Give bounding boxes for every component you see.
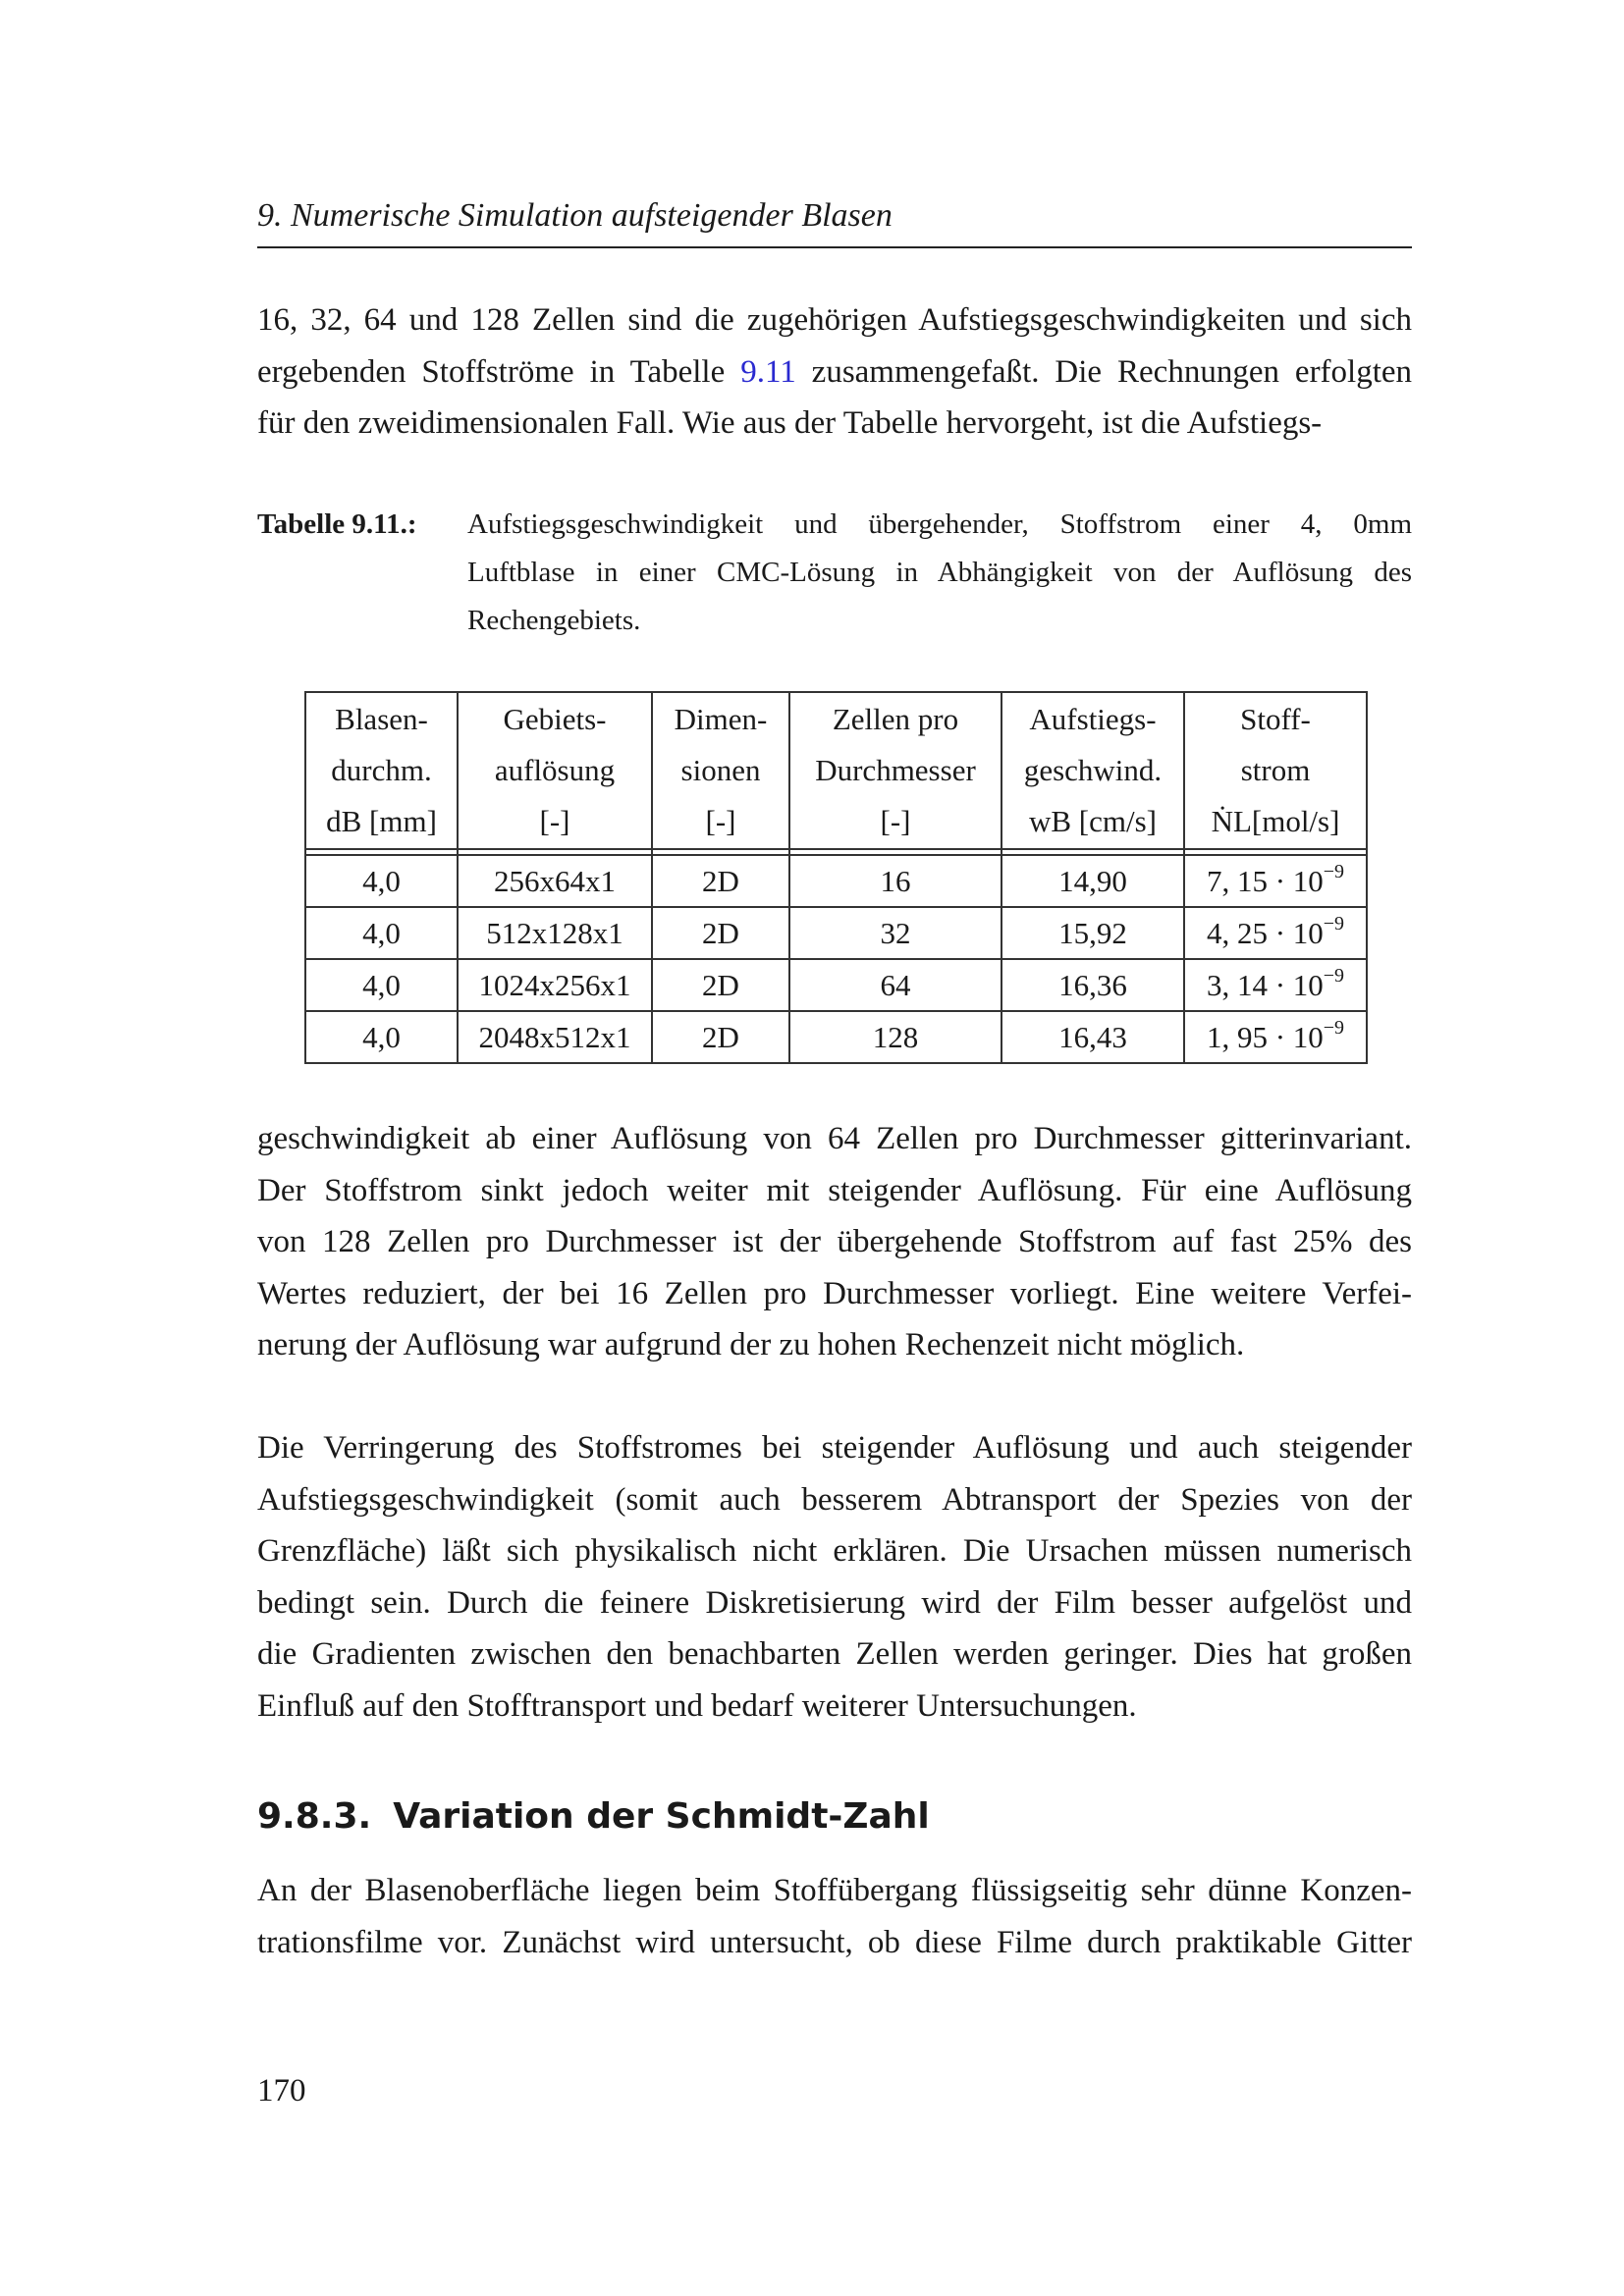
table-cell: 2D	[652, 907, 789, 959]
header-line: dB [mm]	[326, 804, 437, 838]
value-mantissa: 7, 15 · 10	[1206, 864, 1324, 898]
section-number: 9.8.3.	[257, 1796, 372, 1837]
header-line: auflösung	[494, 753, 616, 787]
text-line: An der Blasenoberfläche liegen beim Stoffübergang flüssigseitig sehr dünne Konzen-	[257, 1873, 1412, 1908]
table-cell: 16	[789, 855, 1001, 907]
header-line: [-]	[705, 804, 736, 838]
header-line: Stoff-	[1240, 702, 1311, 736]
header-cell	[305, 692, 458, 849]
caption-line: Rechengebiets.	[467, 605, 641, 636]
table-cell: 4,0	[305, 855, 458, 907]
table-cell: 16,43	[1001, 1011, 1184, 1063]
table-cell: 15,92	[1001, 907, 1184, 959]
header-cell	[789, 692, 1001, 849]
text-line: trationsfilme vor. Zunächst wird untersucht, ob diese Filme durch praktikable Gitter	[257, 1924, 1412, 1960]
table-cell: 4,0	[305, 1011, 458, 1063]
table-cell: 2048x512x1	[458, 1011, 652, 1063]
caption-text	[467, 501, 1412, 645]
table-cell: 2D	[652, 855, 789, 907]
table-cell: 16,36	[1001, 959, 1184, 1011]
value-exponent: −9	[1323, 861, 1345, 882]
text-line: nerung der Auflösung war aufgrund der zu hohen Rechenzeit nicht möglich.	[257, 1327, 1245, 1362]
table-cell	[1184, 855, 1367, 907]
header-cell	[1001, 692, 1184, 849]
text-line: von 128 Zellen pro Durchmesser ist der übergehende Stoffstrom auf fast 25% des	[257, 1224, 1412, 1259]
running-header: 9. Numerische Simulation aufsteigender Blasen	[257, 197, 893, 234]
value-mantissa: 1, 95 · 10	[1206, 1020, 1324, 1054]
value-mantissa: 3, 14 · 10	[1206, 968, 1324, 1002]
table-cell: 512x128x1	[458, 907, 652, 959]
table-cell: 14,90	[1001, 855, 1184, 907]
section-title-text: Variation der Schmidt-Zahl	[393, 1796, 930, 1837]
header-line: wB [cm/s]	[1028, 804, 1157, 838]
header-line: geschwind.	[1023, 753, 1163, 787]
paragraph-intro	[257, 294, 1412, 450]
table-row	[305, 1011, 1367, 1063]
text-line: Einfluß auf den Stofftransport und bedarf weiterer Untersuchungen.	[257, 1687, 1137, 1724]
section-heading	[257, 1792, 930, 1842]
caption-line: Luftblase in einer CMC-Lösung in Abhängigkeit von der Auflösung des	[467, 557, 1412, 588]
text-line: für den zweidimensionalen Fall. Wie aus der Tabelle hervorgeht, ist die Aufstiegs-	[257, 405, 1323, 441]
header-line: [-]	[880, 804, 911, 838]
value-exponent: −9	[1323, 965, 1345, 987]
caption-line: Aufstiegsgeschwindigkeit und übergehender, Stoffstrom einer 4, 0mm	[467, 508, 1412, 540]
header-line: Zellen pro	[832, 702, 959, 736]
caption-label: Tabelle 9.11.:	[257, 508, 417, 540]
table-reference-link[interactable]: 9.11	[740, 353, 796, 390]
text-line: geschwindigkeit ab einer Auflösung von 64 Zellen pro Durchmesser gitterinvariant.	[257, 1121, 1412, 1156]
header-rule	[257, 246, 1412, 248]
text-line: Der Stoffstrom sinkt jedoch weiter mit steigender Auflösung. Für eine Auflösung	[257, 1172, 1412, 1208]
page-number: 170	[257, 2073, 306, 2109]
table-cell: 1024x256x1	[458, 959, 652, 1011]
value-mantissa: 4, 25 · 10	[1206, 916, 1324, 950]
table-header-row	[305, 692, 1367, 849]
table-cell: 64	[789, 959, 1001, 1011]
table-cell: 128	[789, 1011, 1001, 1063]
header-line: Dimen-	[674, 702, 768, 736]
header-line: sionen	[680, 753, 761, 787]
text-line: die Gradienten zwischen den benachbarten Zellen werden geringer. Dies hat großen	[257, 1636, 1412, 1672]
text-line: bedingt sein. Durch die feinere Diskretisierung wird der Film besser aufgelöst und	[257, 1584, 1412, 1621]
table-cell: 4,0	[305, 959, 458, 1011]
paragraph-section-intro	[257, 1865, 1412, 1968]
table-cell: 2D	[652, 1011, 789, 1063]
text-line: Wertes reduziert, der bei 16 Zellen pro Durchmesser vorliegt. Eine weitere Verfei-	[257, 1275, 1412, 1311]
header-cell	[1184, 692, 1367, 849]
text-line: 16, 32, 64 und 128 Zellen sind die zugehörigen Aufstiegsgeschwindigkeiten und sich	[257, 302, 1412, 338]
text-line	[257, 347, 1412, 399]
header-line: durchm.	[331, 753, 432, 787]
header-line: Aufstiegs-	[1029, 702, 1157, 736]
text-line: Aufstiegsgeschwindigkeit (somit auch besserem Abtransport der Spezies von der	[257, 1481, 1412, 1518]
header-line: strom	[1240, 753, 1311, 787]
table-cell: 2D	[652, 959, 789, 1011]
paragraph-explanation	[257, 1422, 1412, 1732]
header-line: ṄL[mol/s]	[1211, 804, 1340, 838]
table-row	[305, 959, 1367, 1011]
header-line: Blasen-	[335, 702, 428, 736]
value-exponent: −9	[1323, 913, 1345, 934]
header-line: [-]	[539, 804, 570, 838]
header-cell	[652, 692, 789, 849]
table-cell: 256x64x1	[458, 855, 652, 907]
table-row	[305, 907, 1367, 959]
text-line: Grenzfläche) läßt sich physikalisch nicht erklären. Die Ursachen müssen numerisch	[257, 1533, 1412, 1569]
table-cell	[1184, 907, 1367, 959]
text-fragment: ergebenden Stoffströme in Tabelle	[257, 353, 726, 390]
header-line: Gebiets-	[503, 702, 607, 736]
table-cell: 32	[789, 907, 1001, 959]
value-exponent: −9	[1323, 1017, 1345, 1039]
table-row	[305, 855, 1367, 907]
text-fragment: zusammengefaßt. Die Rechnungen erfolgten	[811, 353, 1413, 390]
text-line: Die Verringerung des Stoffstromes bei steigender Auflösung und auch steigender	[257, 1430, 1412, 1466]
header-line: Durchmesser	[815, 753, 976, 787]
table-cell	[1184, 1011, 1367, 1063]
table-cell	[1184, 959, 1367, 1011]
paragraph-discussion	[257, 1113, 1412, 1371]
results-table	[304, 691, 1368, 1064]
header-cell	[458, 692, 652, 849]
table-cell: 4,0	[305, 907, 458, 959]
